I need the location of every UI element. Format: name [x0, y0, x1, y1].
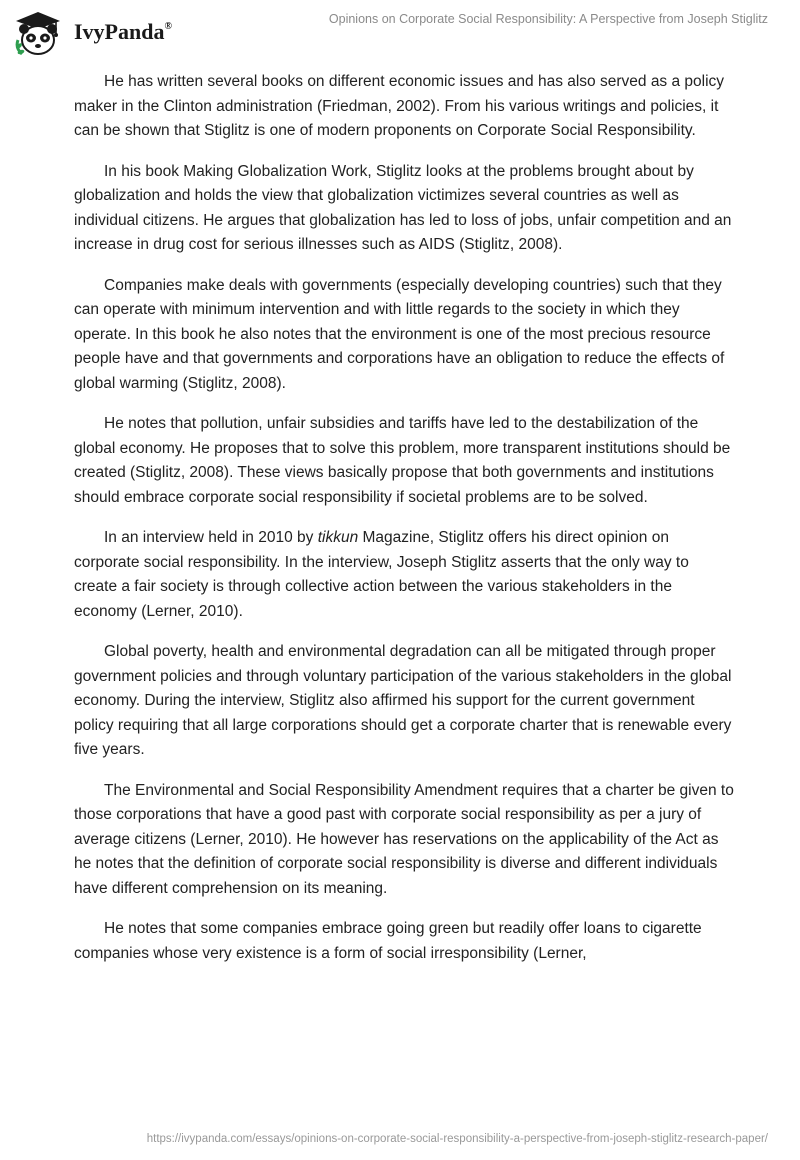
paragraph-8: He notes that some companies embrace going green but readily offer loans to cigarette companies whose very existence is a form of social irresponsibility (Lerner, — [74, 920, 702, 962]
paragraph-3: Companies make deals with governments (especially developing countries) such that they can operate with minimum intervention and with little regards to the society in which they operate. In this book he also notes that the environment is one of the most precious resource people have and that governments and corporations have an obligation to reduce the effects of global warming (Stiglitz, 2008). — [74, 276, 725, 392]
ivypanda-logo[interactable] — [14, 10, 214, 56]
paragraph-5-start: In an interview held in 2010 by — [104, 529, 318, 546]
paragraph-4: He notes that pollution, unfair subsidies and tariffs have led to the destabilization of the global economy. He proposes that to solve this problem, more transparent institutions should be created (Stiglitz, 2008). These views basically propose that both governments and institutions should embrace corporate social responsibility if societal problems are to be solved. — [74, 415, 731, 506]
paragraph-6: Global poverty, health and environmental degradation can all be mitigated through proper government policies and through voluntary participation of the various stakeholders in the global economy. During the interview, Stiglitz also affirmed his support for the current government policy requiring that all large corporations should get a corporate charter that is renewable every five years. — [74, 643, 732, 758]
paragraph-2: In his book Making Globalization Work, Stiglitz looks at the problems brought about by globalization and holds the view that globalization victimizes several countries as well as individual citizens. He argues that globalization has led to loss of jobs, unfair competition and an increase in drug cost for serious illnesses such as AIDS (Stiglitz, 2008). — [74, 162, 732, 253]
document-title: Opinions on Corporate Social Responsibility: A Perspective from Joseph Stiglitz — [328, 12, 768, 26]
source-url[interactable]: https://ivypanda.com/essays/opinions-on-corporate-social-responsibility-a-perspective-from-joseph-stiglitz-research-paper/ — [146, 1133, 768, 1145]
magazine-name: tikkun — [317, 529, 359, 546]
brand-label: IvyPanda — [74, 19, 165, 44]
essay-body — [74, 70, 734, 982]
brand-name — [74, 19, 172, 45]
paragraph-7: The Environmental and Social Responsibility Amendment requires that a charter be given to those corporations that have a good past with corporate social responsibility as per a jury of average citizens (Lerner, 2010). He however has reservations on the applicability of the Act as he notes that the definition of corporate social responsibility is diverse and different individuals have different comprehension on its meaning. — [74, 781, 734, 897]
panda-graduate-icon — [14, 10, 62, 56]
paragraph-1: He has written several books on different economic issues and has also served as a policy maker in the Clinton administration (Friedman, 2002). From his various writings and policies, it can be shown that Stiglitz is one of modern proponents on Corporate Social Responsibility. — [74, 73, 725, 139]
paragraph-5 — [74, 526, 734, 624]
registered-mark: ® — [164, 20, 172, 32]
paragraph-5-end: Magazine, Stiglitz offers his direct opinion on corporate social responsibility. In the interview, Joseph Stiglitz asserts that the only way to create a fair society is through collective action between the various stakeholders in the economy (Lerner, 2010). — [74, 529, 689, 620]
page-header — [0, 0, 800, 70]
